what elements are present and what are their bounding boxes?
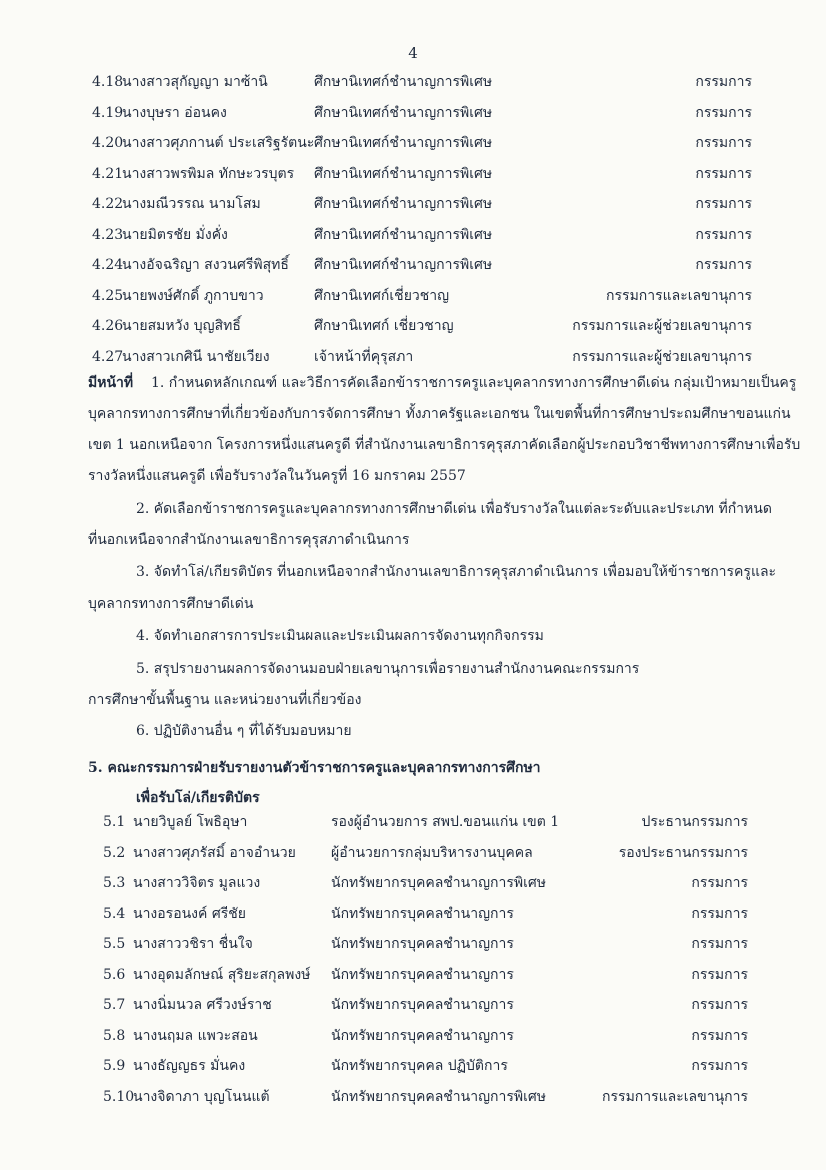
committee5-member-name: นางนิ่มนวล ศรีวงษ์ราช (133, 997, 272, 1013)
committee4-member-position: ศึกษานิเทศก์ชำนาญการพิเศษ (314, 74, 493, 90)
committee5-member-name: นางอุดมลักษณ์ สุริยะสกุลพงษ์ (133, 966, 311, 983)
committee5-member-position: นักทรัพยากรบุคคลชำนาญการ (331, 1027, 514, 1044)
duty-3-line-1: 3. จัดทำโล่/เกียรติบัตร ที่นอกเหนือจากสำนักงานเลขาธิการคุรุสภาดำเนินการ เพื่อมอบให้ข้าราชการครูและ (136, 564, 777, 580)
duty-1-line-3: เขต 1 นอกเหนือจาก โครงการหนึ่งแสนครูดี ที่สำนักงานเลขาธิการคุรุสภาคัดเลือกผู้ประกอบวิชาชีพทางการศึกษาเพื่อรับ (88, 437, 801, 453)
committee5-member-number: 5.4 (103, 905, 126, 922)
committee5-member-row (103, 993, 748, 1017)
committee4-member-row (92, 192, 752, 216)
committee5-member-position: นักทรัพยากรบุคคลชำนาญการ (331, 966, 514, 983)
committee4-member-name: นายมิตรชัย มั่งคั่ง (122, 226, 228, 243)
committee5-member-role: รองประธานกรรมการ (618, 844, 748, 861)
duty-5-line-2: การศึกษาขั้นพื้นฐาน และหน่วยงานที่เกี่ยวข้อง (88, 692, 362, 708)
committee4-member-position: ศึกษานิเทศก์ชำนาญการพิเศษ (314, 226, 493, 243)
committee4-member-number: 4.25 (92, 287, 124, 304)
committee4-member-role: กรรมการ (695, 165, 752, 182)
committee4-member-name: นายสมหวัง บุญสิทธิ์ (122, 318, 241, 334)
committee5-member-row (103, 902, 748, 926)
committee4-member-name: นายพงษ์ศักดิ์ ภูกาบขาว (122, 287, 264, 304)
duty-5-line-1: 5. สรุปรายงานผลการจัดงานมอบฝ่ายเลขานุการเพื่อรายงานสำนักงานคณะกรรมการ (136, 661, 640, 677)
duty-4: 4. จัดทำเอกสารการประเมินผลและประเมินผลการจัดงานทุกกิจกรรม (136, 628, 544, 644)
page-number: 4 (408, 44, 418, 62)
committee4-member-role: กรรมการ (695, 257, 752, 273)
committee5-member-row (103, 1085, 748, 1109)
committee4-member-role: กรรมการและผู้ช่วยเลขานุการ (572, 318, 752, 334)
committee5-member-number: 5.5 (103, 936, 126, 952)
committee5-member-number: 5.6 (103, 966, 126, 983)
committee4-member-number: 4.22 (92, 196, 124, 212)
committee4-member-name: นางมณีวรรณ นามโสม (122, 196, 261, 212)
committee4-member-position: ศึกษานิเทศก์ชำนาญการพิเศษ (314, 135, 493, 151)
committee4-member-name: นางสาวเกศินี นาชัยเวียง (122, 348, 270, 365)
committee4-member-position: เจ้าหน้าที่คุรุสภา (314, 348, 414, 365)
committee5-member-position: รองผู้อำนวยการ สพป.ขอนแก่น เขต 1 (331, 814, 560, 830)
committee4-member-row (92, 253, 752, 277)
committee4-member-role: กรรมการ (695, 104, 752, 121)
committee5-member-number: 5.7 (103, 997, 126, 1013)
committee4-member-role: กรรมการ (695, 74, 752, 90)
committee4-member-position: ศึกษานิเทศก์ชำนาญการพิเศษ (314, 257, 493, 273)
section5-title-1: 5. คณะกรรมการฝ่ายรับรายงานตัวข้าราชการครูและบุคลากรทางการศึกษา (88, 760, 541, 776)
committee4-member-row (92, 314, 752, 338)
committee5-member-number: 5.10 (103, 1088, 135, 1105)
committee5-member-role: กรรมการ (691, 936, 748, 952)
committee5-member-role: กรรมการ (691, 1058, 748, 1074)
committee4-member-role: กรรมการและเลขานุการ (606, 287, 752, 304)
committee4-member-row (92, 162, 752, 186)
committee5-member-name: นางสาวศุภรัสมิ์ อาจอำนวย (133, 844, 296, 861)
committee4-member-position: ศึกษานิเทศก์ เชี่ยวชาญ (314, 318, 454, 334)
committee4-member-number: 4.20 (92, 135, 124, 151)
committee5-member-number: 5.9 (103, 1058, 126, 1074)
committee5-member-row (103, 1054, 748, 1078)
committee4-member-row (92, 223, 752, 247)
committee4-member-number: 4.23 (92, 226, 124, 243)
duties-label: มีหน้าที่ (88, 375, 134, 391)
duty-3-line-2: บุคลากรทางการศึกษาดีเด่น (88, 596, 254, 612)
committee4-member-position: ศึกษานิเทศก์ชำนาญการพิเศษ (314, 165, 493, 182)
committee4-member-number: 4.21 (92, 165, 124, 182)
committee5-member-role: กรรมการและเลขานุการ (602, 1088, 748, 1105)
committee5-member-name: นางจิดาภา บุญโนนแต้ (133, 1088, 270, 1105)
committee5-member-position: นักทรัพยากรบุคคลชำนาญการ (331, 936, 514, 952)
committee4-member-name: นางสาวสุกัญญา มาซ้านิ (122, 74, 268, 90)
committee5-member-number: 5.3 (103, 875, 126, 891)
committee5-member-position: ผู้อำนวยการกลุ่มบริหารงานบุคคล (331, 844, 533, 861)
committee4-member-role: กรรมการ (695, 226, 752, 243)
committee4-member-name: นางสาวศุภกานต์ ประเสริฐรัตนะ (122, 135, 315, 151)
committee5-member-position: นักทรัพยากรบุคคลชำนาญการพิเศษ (331, 1088, 546, 1105)
section5-title-2: เพื่อรับโล่/เกียรติบัตร (136, 790, 260, 806)
committee5-member-row (103, 963, 748, 987)
committee4-member-role: กรรมการ (695, 196, 752, 212)
duty-2-line-1: 2. คัดเลือกข้าราชการครูและบุคลากรทางการศึกษาดีเด่น เพื่อรับรางวัลในแต่ละระดับและประเภท ที่กำหนด (136, 501, 772, 517)
committee5-member-number: 5.1 (103, 814, 126, 830)
committee5-member-role: กรรมการ (691, 997, 748, 1013)
committee5-member-name: นางธัญญธร มั่นคง (133, 1058, 246, 1074)
committee5-member-name: นางอรอนงค์ ศรีชัย (133, 905, 246, 922)
committee5-member-position: นักทรัพยากรบุคคลชำนาญการ (331, 905, 514, 922)
committee5-member-number: 5.8 (103, 1027, 126, 1044)
committee4-member-role: กรรมการและผู้ช่วยเลขานุการ (572, 348, 752, 365)
committee5-member-row (103, 841, 748, 865)
committee5-member-name: นายวิบูลย์ โพธิอุษา (133, 814, 248, 830)
committee4-member-row (92, 345, 752, 369)
committee5-member-role: กรรมการ (691, 1027, 748, 1044)
committee5-member-row (103, 932, 748, 956)
committee5-member-role: กรรมการ (691, 875, 748, 891)
committee5-member-position: นักทรัพยากรบุคคลชำนาญการ (331, 997, 514, 1013)
committee5-member-name: นางสาววิจิตร มูลแวง (133, 875, 261, 891)
committee5-member-role: กรรมการ (691, 905, 748, 922)
committee4-member-name: นางบุษรา อ่อนคง (122, 104, 227, 121)
committee5-member-role: กรรมการ (691, 966, 748, 983)
committee4-member-number: 4.18 (92, 74, 124, 90)
committee5-member-row (103, 871, 748, 895)
committee5-member-role: ประธานกรรมการ (641, 814, 748, 830)
committee5-member-row (103, 1024, 748, 1048)
committee4-member-number: 4.24 (92, 257, 124, 273)
duty-1-line-4: รางวัลหนึ่งแสนครูดี เพื่อรับรางวัลในวันครูที่ 16 มกราคม 2557 (88, 468, 466, 484)
committee4-member-number: 4.26 (92, 318, 124, 334)
committee5-member-position: นักทรัพยากรบุคคล ปฏิบัติการ (331, 1058, 508, 1074)
committee4-member-position: ศึกษานิเทศก์เชี่ยวชาญ (314, 287, 450, 304)
committee4-member-name: นางอัจฉริญา สงวนศรีพิสุทธิ์ (122, 257, 289, 273)
committee4-member-row (92, 70, 752, 94)
committee4-member-role: กรรมการ (695, 135, 752, 151)
committee5-member-number: 5.2 (103, 844, 126, 861)
committee5-member-name: นางสาววชิรา ชื่นใจ (133, 936, 253, 952)
committee5-member-position: นักทรัพยากรบุคคลชำนาญการพิเศษ (331, 875, 546, 891)
duty-6: 6. ปฏิบัติงานอื่น ๆ ที่ได้รับมอบหมาย (136, 723, 352, 739)
duty-1-line-1 (88, 368, 796, 399)
committee4-member-row (92, 131, 752, 155)
committee4-member-row (92, 284, 752, 308)
committee4-member-position: ศึกษานิเทศก์ชำนาญการพิเศษ (314, 196, 493, 212)
committee4-member-position: ศึกษานิเทศก์ชำนาญการพิเศษ (314, 104, 493, 121)
duty-2-line-2: ที่นอกเหนือจากสำนักงานเลขาธิการคุรุสภาดำเนินการ (88, 532, 410, 548)
duty-1-line-2: บุคลากรทางการศึกษาที่เกี่ยวข้องกับการจัดการศึกษา ทั้งภาครัฐและเอกชน ในเขตพื้นที่การศึกษาประถมศึกษาขอนแก่น (88, 406, 791, 422)
committee4-member-number: 4.19 (92, 104, 124, 121)
committee4-member-number: 4.27 (92, 348, 124, 365)
committee4-member-name: นางสาวพรพิมล ทักษะวรบุตร (122, 165, 295, 182)
committee5-member-name: นางนฤมล แพวะสอน (133, 1027, 258, 1044)
committee4-member-row (92, 101, 752, 125)
committee5-member-row (103, 810, 748, 834)
duty-1-text-1: 1. กำหนดหลักเกณฑ์ และวิธีการคัดเลือกข้าราชการครูและบุคลากรทางการศึกษาดีเด่น กลุ่มเป้าหมายเป็นครู (150, 375, 797, 391)
